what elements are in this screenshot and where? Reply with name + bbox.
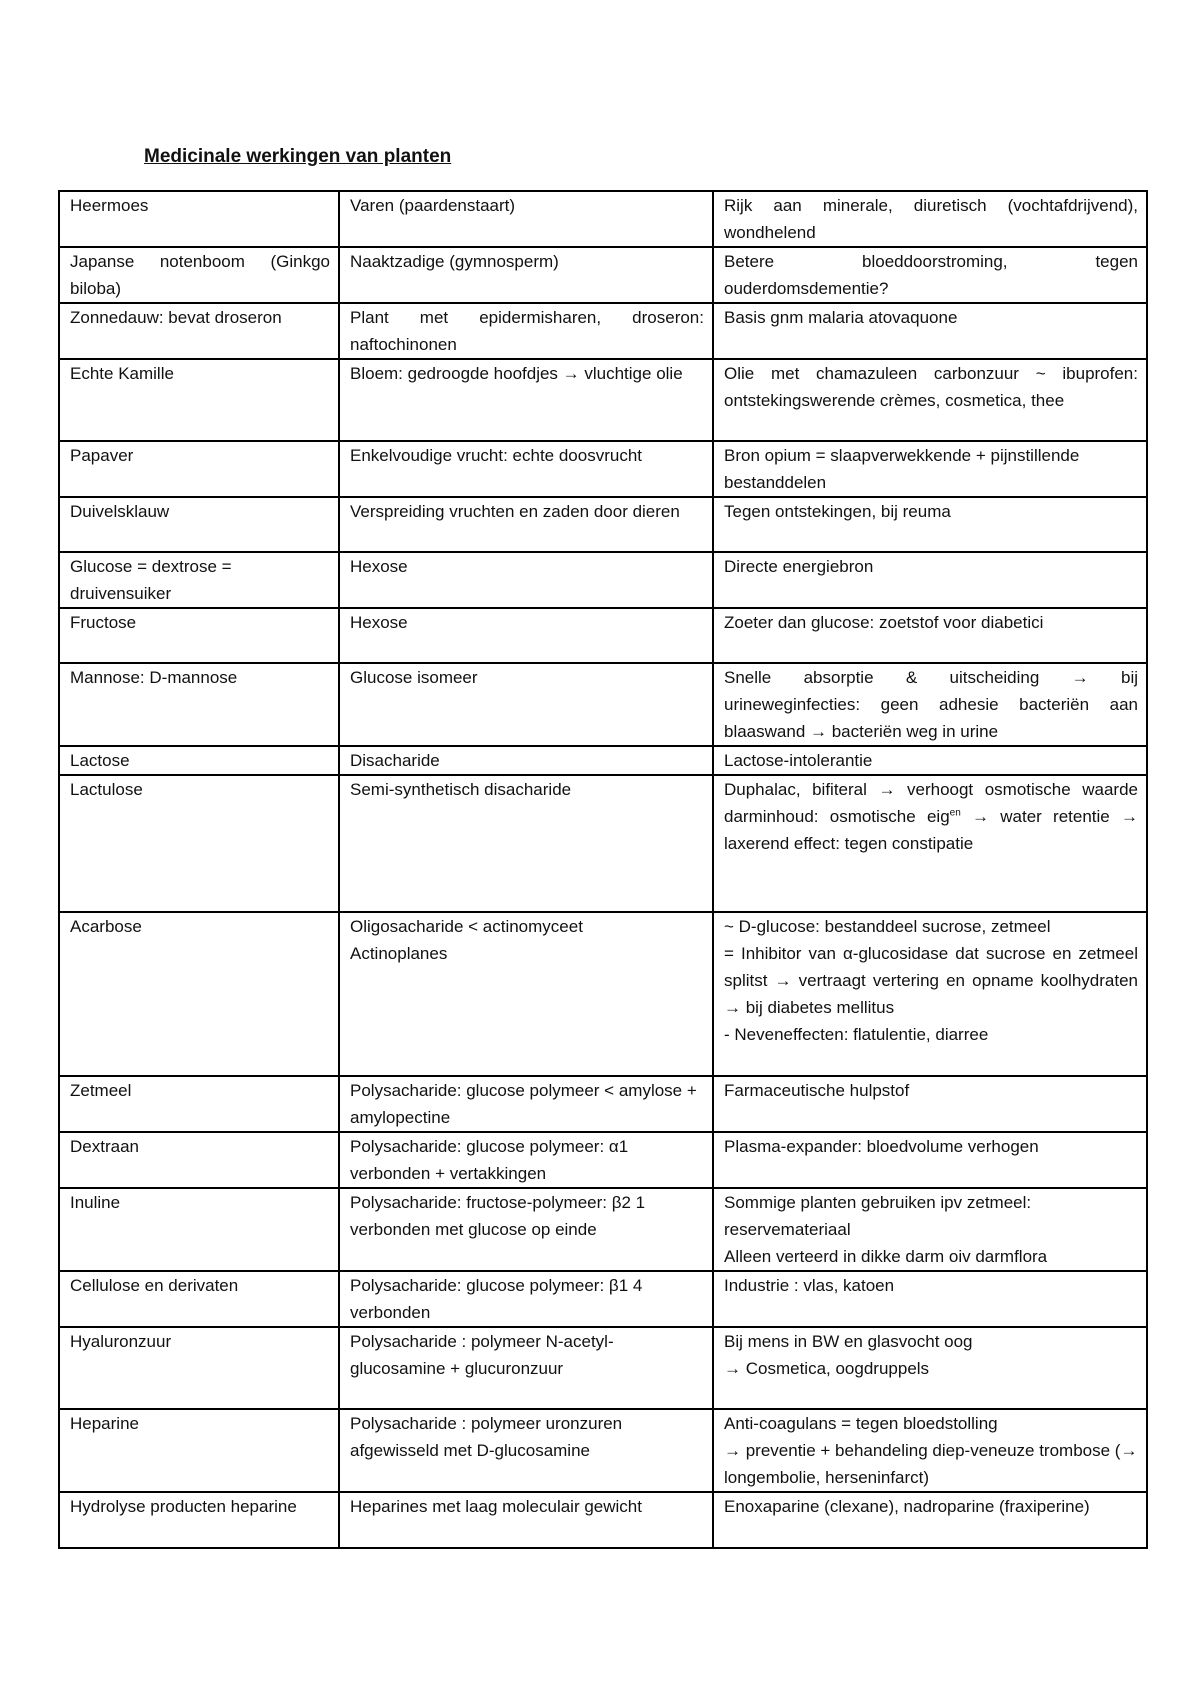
plant-effect-cell: Duphalac, bifiteral → verhoogt osmotische waarde darminhoud: osmotische eig$^{en}$ → water retentie → laxerend effect: tegen constipatie [713, 775, 1147, 912]
plant-name-cell: Acarbose [59, 912, 339, 1076]
plant-type-cell: Semi-synthetisch disacharide [339, 775, 713, 912]
plant-name-cell: Cellulose en derivaten [59, 1271, 339, 1327]
plant-effect-cell: Bij mens in BW en glasvocht oog → Cosmetica, oogdruppels [713, 1327, 1147, 1409]
plant-type-cell: Heparines met laag moleculair gewicht [339, 1492, 713, 1548]
plant-name-cell: Lactulose [59, 775, 339, 912]
table-row [59, 1327, 1147, 1409]
plant-type-cell: Enkelvoudige vrucht: echte doosvrucht [339, 441, 713, 497]
plant-effect-cell: Anti-coagulans = tegen bloedstolling → preventie + behandeling diep-veneuze trombose (→ longembolie, herseninfarct) [713, 1409, 1147, 1492]
plant-type-cell: Hexose [339, 552, 713, 608]
plant-effect-cell: Directe energiebron [713, 552, 1147, 608]
table-row [59, 1132, 1147, 1188]
plant-effect-cell: Rijk aan minerale, diuretisch (vochtafdrijvend), wondhelend [713, 191, 1147, 247]
plant-name-cell: Fructose [59, 608, 339, 663]
table-row [59, 608, 1147, 663]
plant-effect-cell: Betere bloeddoorstroming, tegen ouderdomsdementie? [713, 247, 1147, 303]
table-row [59, 1271, 1147, 1327]
plant-name-cell: Lactose [59, 746, 339, 775]
plant-effect-cell: Farmaceutische hulpstof [713, 1076, 1147, 1132]
table-row [59, 441, 1147, 497]
table-row [59, 1409, 1147, 1492]
plant-effect-cell: Basis gnm malaria atovaquone [713, 303, 1147, 359]
plant-effect-cell: Plasma-expander: bloedvolume verhogen [713, 1132, 1147, 1188]
plant-effect-cell: Lactose-intolerantie [713, 746, 1147, 775]
plant-effect-cell: ~ D-glucose: bestanddeel sucrose, zetmeel = Inhibitor van α-glucosidase dat sucrose en zetmeel splitst → vertraagt vertering en opname koolhydraten → bij diabetes mellitus - Neveneffecten: flatulentie, diarree [713, 912, 1147, 1076]
plant-type-cell: Hexose [339, 608, 713, 663]
plant-effect-cell: Olie met chamazuleen carbonzuur ~ ibuprofen: ontstekingswerende crèmes, cosmetica, thee [713, 359, 1147, 441]
plant-type-cell: Glucose isomeer [339, 663, 713, 746]
plant-name-cell: Duivelsklauw [59, 497, 339, 552]
table-row [59, 497, 1147, 552]
plant-name-cell: Heermoes [59, 191, 339, 247]
table-row [59, 1076, 1147, 1132]
table-row [59, 912, 1147, 1076]
table-row [59, 663, 1147, 746]
plant-name-cell: Echte Kamille [59, 359, 339, 441]
plant-name-cell: Japanse notenboom (Ginkgo biloba) [59, 247, 339, 303]
plant-type-cell: Polysacharide: glucose polymeer: α1 verbonden + vertakkingen [339, 1132, 713, 1188]
table-row [59, 247, 1147, 303]
plant-name-cell: Glucose = dextrose = druivensuiker [59, 552, 339, 608]
table-row [59, 359, 1147, 441]
plant-name-cell: Dextraan [59, 1132, 339, 1188]
plant-type-cell: Naaktzadige (gymnosperm) [339, 247, 713, 303]
plant-name-cell: Inuline [59, 1188, 339, 1271]
plant-name-cell: Hyaluronzuur [59, 1327, 339, 1409]
plant-effect-cell: Zoeter dan glucose: zoetstof voor diabetici [713, 608, 1147, 663]
plant-type-cell: Verspreiding vruchten en zaden door dieren [339, 497, 713, 552]
plant-type-cell: Polysacharide: glucose polymeer < amylose + amylopectine [339, 1076, 713, 1132]
plant-type-cell: Polysacharide: fructose-polymeer: β2 1 verbonden met glucose op einde [339, 1188, 713, 1271]
plant-name-cell: Zonnedauw: bevat droseron [59, 303, 339, 359]
plant-type-cell: Polysacharide: glucose polymeer: β1 4 verbonden [339, 1271, 713, 1327]
table-row [59, 1492, 1147, 1548]
plant-type-cell: Bloem: gedroogde hoofdjes → vluchtige olie [339, 359, 713, 441]
table-row [59, 1188, 1147, 1271]
plant-type-cell: Plant met epidermisharen, droseron: naftochinonen [339, 303, 713, 359]
plant-effect-cell: Tegen ontstekingen, bij reuma [713, 497, 1147, 552]
plant-name-cell: Zetmeel [59, 1076, 339, 1132]
table-row [59, 746, 1147, 775]
table-row [59, 552, 1147, 608]
plant-effect-cell: Sommige planten gebruiken ipv zetmeel: reservemateriaal Alleen verteerd in dikke darm oiv darmflora [713, 1188, 1147, 1271]
plants-table [58, 190, 1148, 1549]
plant-name-cell: Heparine [59, 1409, 339, 1492]
page-title: Medicinale werkingen van planten [144, 146, 452, 167]
table-row [59, 303, 1147, 359]
plant-type-cell: Disacharide [339, 746, 713, 775]
plant-effect-cell: Snelle absorptie & uitscheiding → bij urineweginfecties: geen adhesie bacteriën aan blaaswand → bacteriën weg in urine [713, 663, 1147, 746]
plant-effect-cell: Industrie : vlas, katoen [713, 1271, 1147, 1327]
plant-type-cell: Polysacharide : polymeer uronzuren afgewisseld met D-glucosamine [339, 1409, 713, 1492]
plant-name-cell: Papaver [59, 441, 339, 497]
plant-name-cell: Mannose: D-mannose [59, 663, 339, 746]
plant-type-cell: Varen (paardenstaart) [339, 191, 713, 247]
table-row [59, 775, 1147, 912]
plant-type-cell: Polysacharide : polymeer N-acetyl-glucosamine + glucuronzuur [339, 1327, 713, 1409]
plant-effect-cell: Enoxaparine (clexane), nadroparine (fraxiperine) [713, 1492, 1147, 1548]
table-row [59, 191, 1147, 247]
plant-name-cell: Hydrolyse producten heparine [59, 1492, 339, 1548]
plant-type-cell: Oligosacharide < actinomyceet Actinoplanes [339, 912, 713, 1076]
plant-effect-cell: Bron opium = slaapverwekkende + pijnstillende bestanddelen [713, 441, 1147, 497]
